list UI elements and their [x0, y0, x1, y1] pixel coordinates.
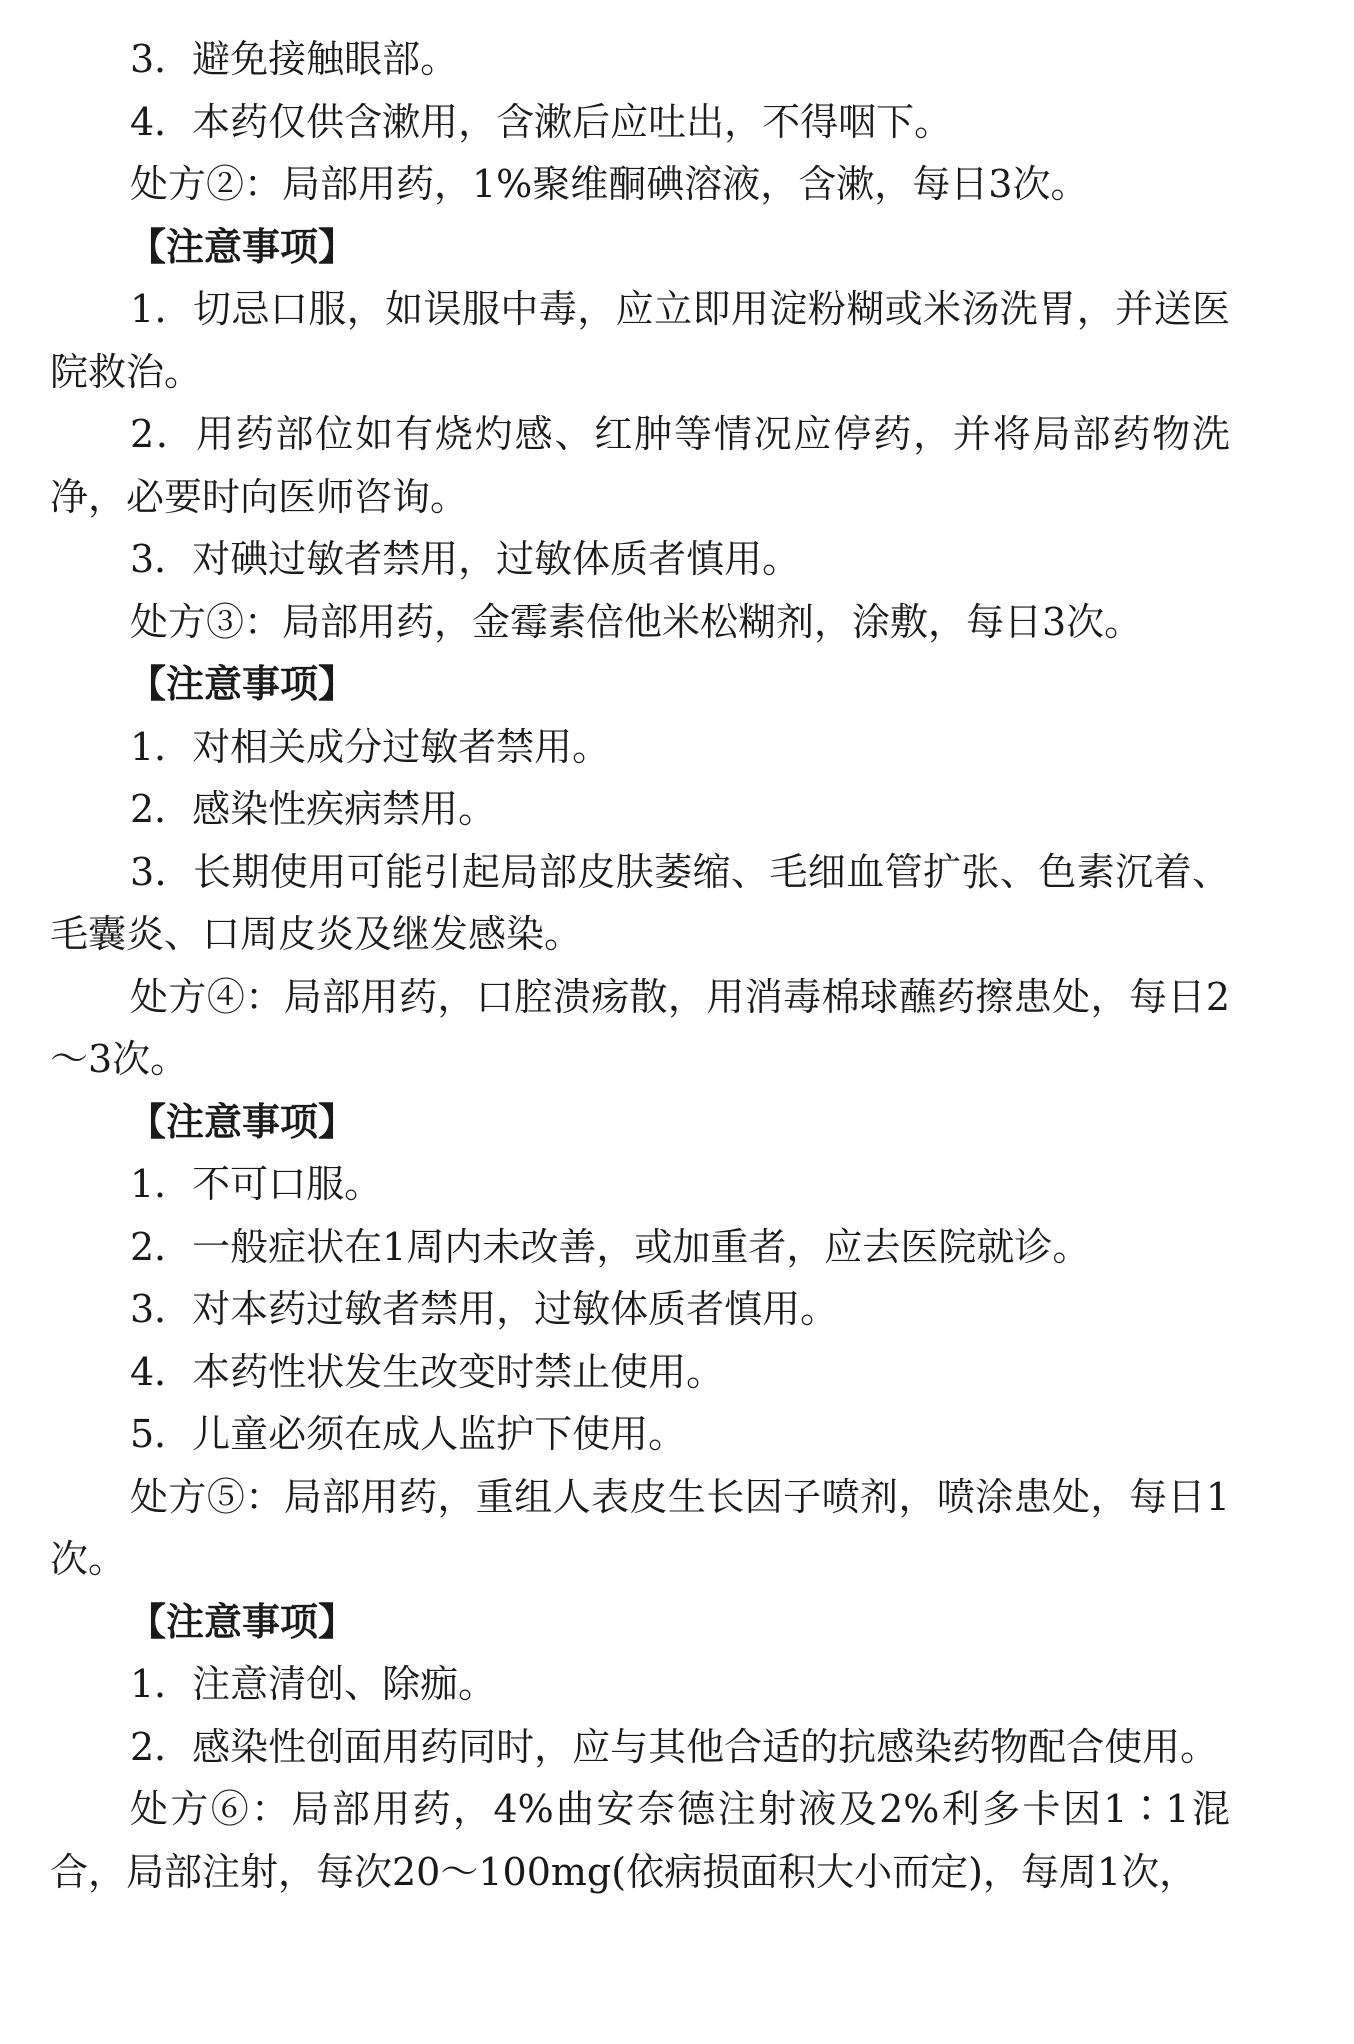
prescription-4: 处方④：局部用药，口腔溃疡散，用消毒棉球蘸药擦患处，每日2～3次。 — [50, 974, 1230, 1081]
note-item-4: 4．本药仅供含漱用，含漱后应吐出，不得咽下。 — [130, 99, 953, 144]
note-item-3: 3．对本药过敏者禁用，过敏体质者慎用。 — [130, 1287, 839, 1331]
note-item-3: 3．长期使用可能引起局部皮肤萎缩、毛细血管扩张、色素沉着、毛囊炎、口周皮炎及继发感染。 — [50, 849, 1230, 956]
notes-heading: 【注意事项】 — [128, 224, 357, 269]
note-item-1: 1．注意清创、除痂。 — [130, 1662, 497, 1706]
note-item-2: 2．感染性创面用药同时，应与其他合适的抗感染药物配合使用。 — [130, 1724, 1219, 1769]
note-item-1: 1．切忌口服，如误服中毒，应立即用淀粉糊或米汤洗胃，并送医院救治。 — [50, 287, 1230, 394]
note-item-2: 2．感染性疾病禁用。 — [130, 787, 497, 831]
prescription-5: 处方⑤：局部用药，重组人表皮生长因子喷剂，喷涂患处，每日1次。 — [50, 1474, 1230, 1581]
prescription-3: 处方③：局部用药，金霉素倍他米松糊剂，涂敷，每日3次。 — [130, 599, 1143, 644]
note-item-2: 2．一般症状在1周内未改善，或加重者，应去医院就诊。 — [130, 1224, 1091, 1269]
notes-heading: 【注意事项】 — [128, 662, 357, 706]
prescription-2: 处方②：局部用药，1%聚维酮碘溶液，含漱，每日3次。 — [130, 162, 1089, 206]
note-item-1: 1．不可口服。 — [130, 1162, 383, 1206]
notes-heading: 【注意事项】 — [128, 1599, 357, 1644]
note-item-4: 4．本药性状发生改变时禁止使用。 — [130, 1349, 725, 1394]
document-page — [50, 28, 1230, 1903]
notes-heading: 【注意事项】 — [128, 1099, 357, 1144]
note-item-3: 3．避免接触眼部。 — [130, 37, 459, 81]
note-item-1: 1．对相关成分过敏者禁用。 — [130, 724, 611, 769]
note-item-5: 5．儿童必须在成人监护下使用。 — [130, 1412, 687, 1456]
prescription-6: 处方⑥：局部用药，4%曲安奈德注射液及2%利多卡因1∶1混合，局部注射，每次20～100mg(依病损面积大小而定)，每周1次， — [50, 1787, 1230, 1894]
note-item-2: 2．用药部位如有烧灼感、红肿等情况应停药，并将局部药物洗净，必要时向医师咨询。 — [50, 412, 1230, 519]
note-item-3: 3．对碘过敏者禁用，过敏体质者慎用。 — [130, 537, 801, 581]
